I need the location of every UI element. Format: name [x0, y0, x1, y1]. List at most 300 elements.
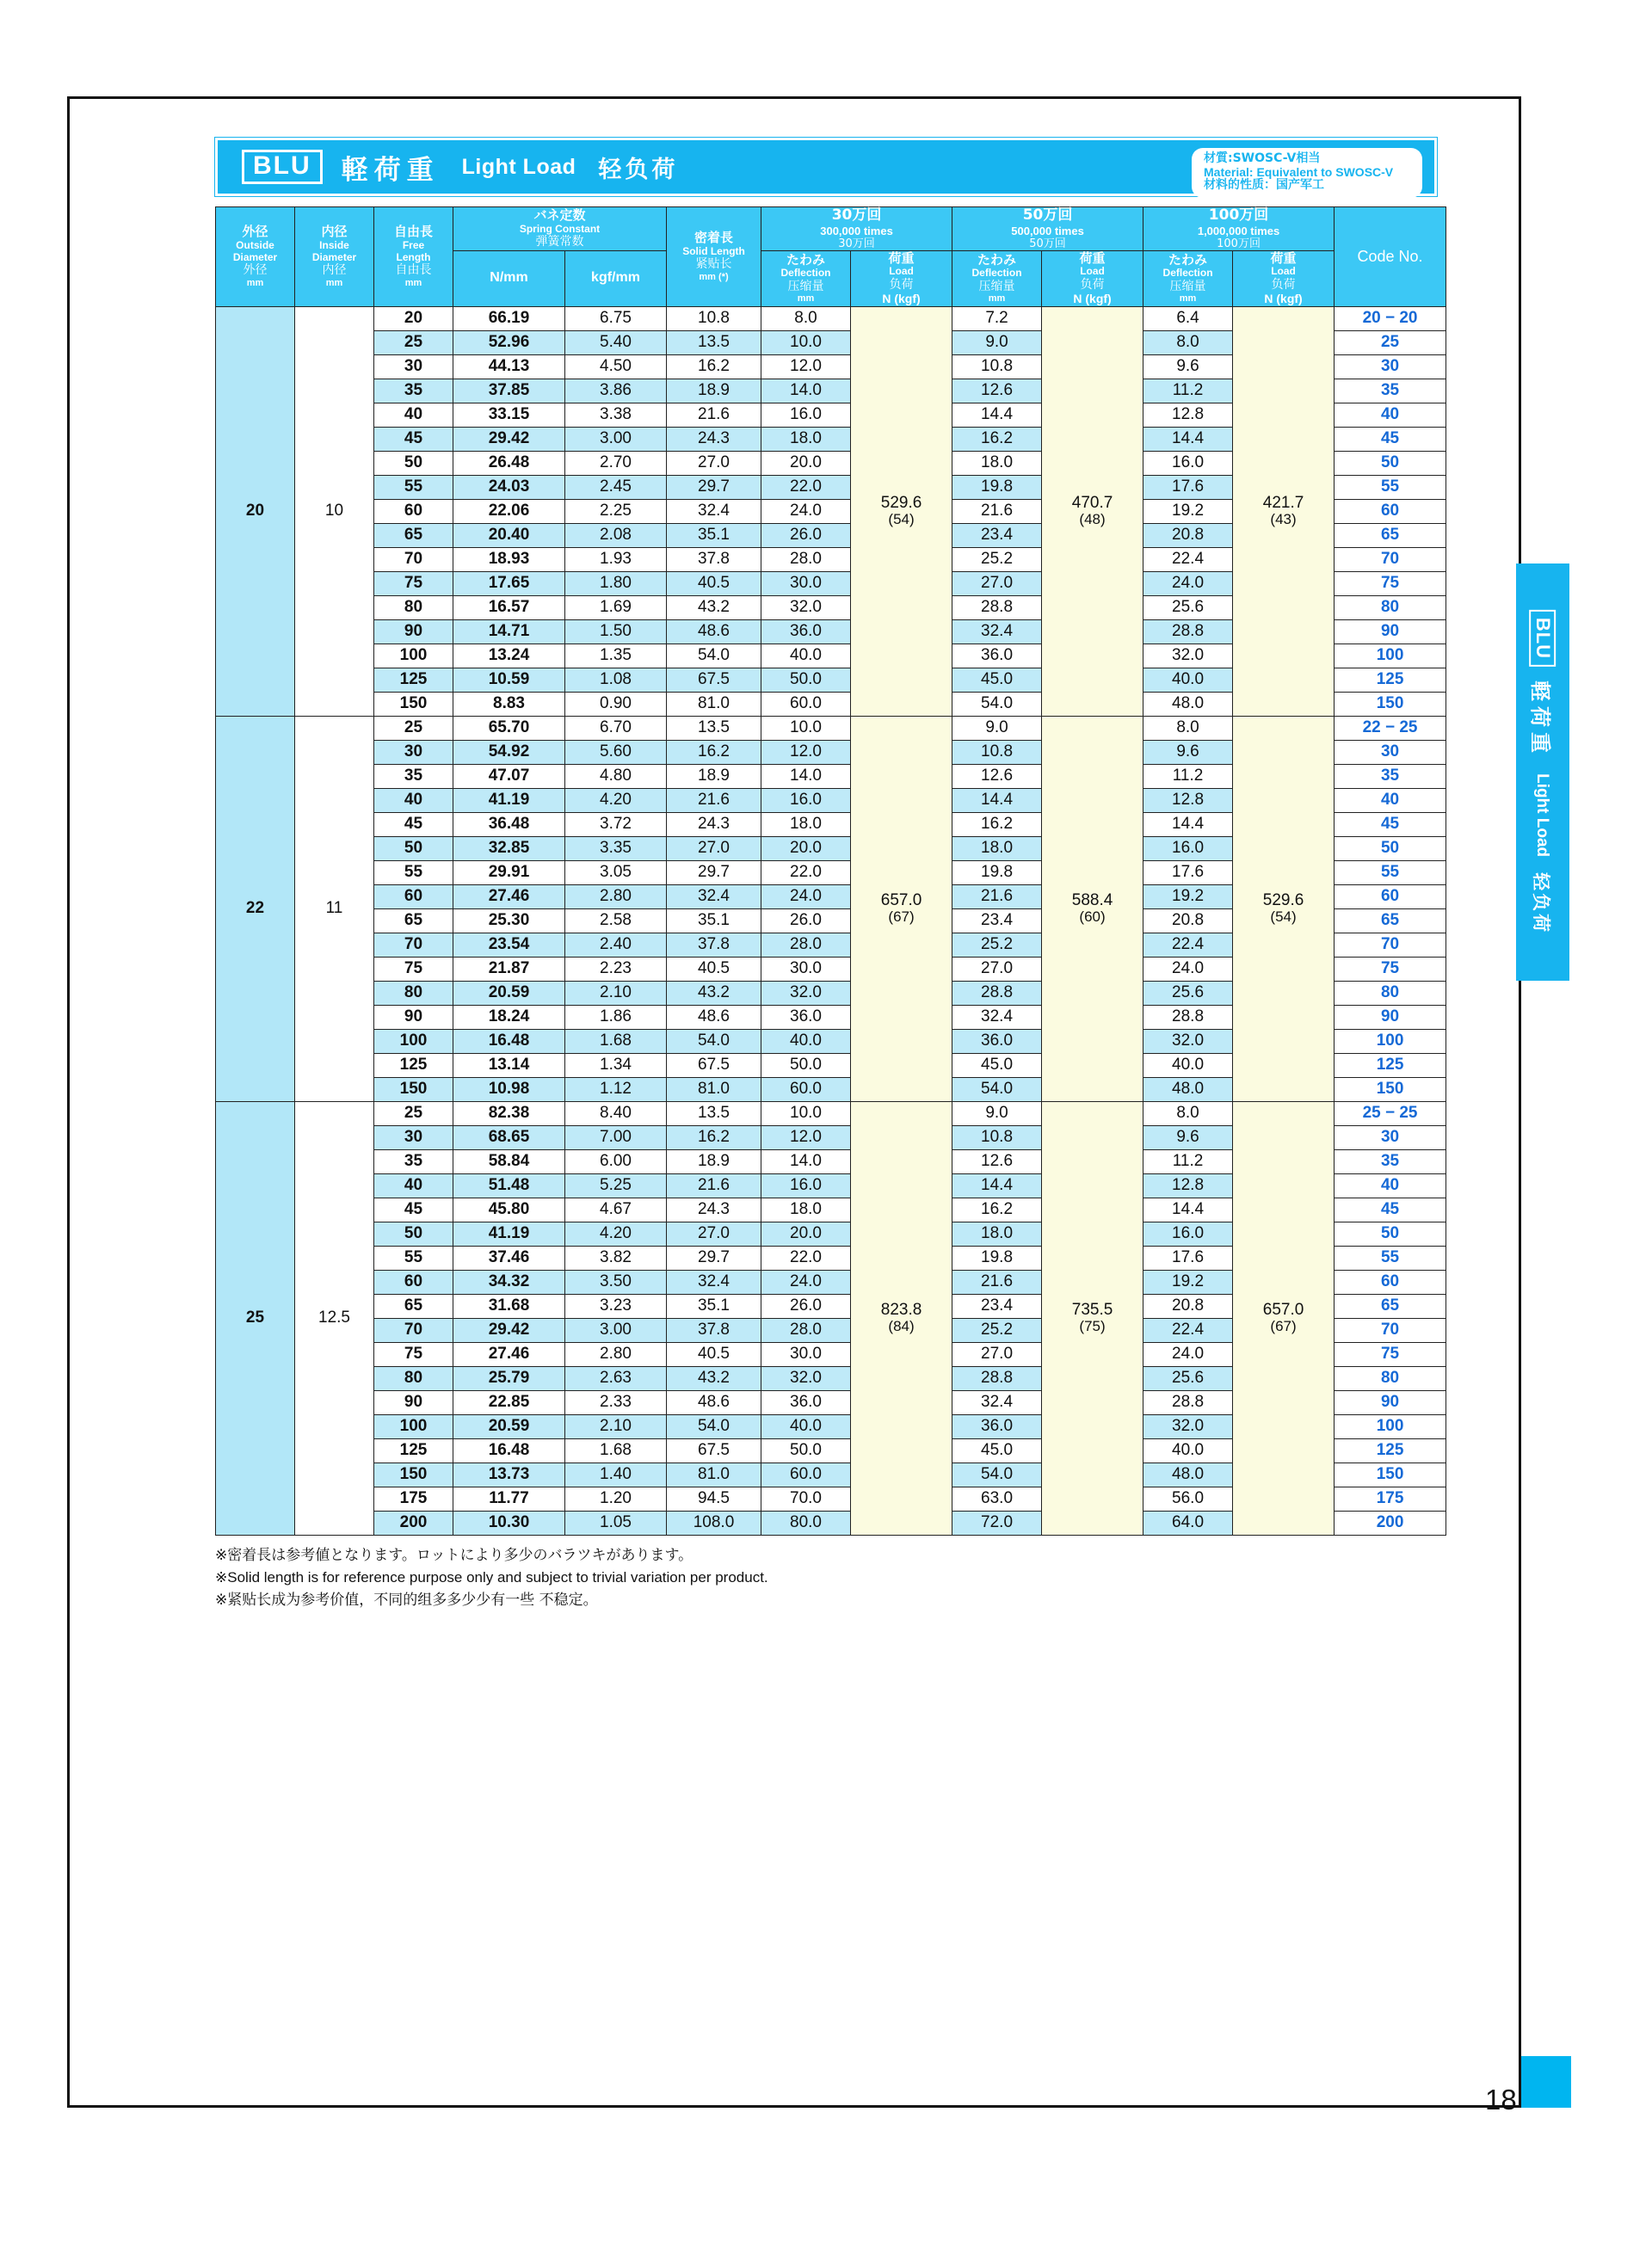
cell-spring-constant-kgf: 1.35: [565, 644, 667, 668]
cell-spring-constant-n: 37.46: [453, 1246, 565, 1270]
col-load-300k: [851, 250, 952, 306]
cell-spring-constant-n: 41.19: [453, 788, 565, 812]
cell-spring-constant-n: 66.19: [453, 306, 565, 330]
cell-deflection-500k: 28.8: [952, 1366, 1042, 1390]
cell-deflection-1000k: 14.4: [1143, 427, 1233, 451]
cell-deflection-500k: 12.6: [952, 1149, 1042, 1173]
cell-deflection-1000k: 40.0: [1143, 1053, 1233, 1077]
cell-free-length: 35: [374, 764, 453, 788]
cell-spring-constant-n: 33.15: [453, 403, 565, 427]
cell-load-500k-value: 470.7: [1071, 494, 1113, 513]
cell-spring-constant-kgf: 5.60: [565, 740, 667, 764]
cell-deflection-300k: 22.0: [761, 1246, 851, 1270]
cell-load-300k-value: 657.0: [880, 891, 922, 910]
cell-deflection-1000k: 28.8: [1143, 619, 1233, 644]
cell-load-1000k-kgf: (67): [1270, 1318, 1297, 1335]
cell-code-no: 50: [1335, 836, 1446, 860]
cell-free-length: 45: [374, 812, 453, 836]
cell-deflection-300k: 20.0: [761, 1222, 851, 1246]
col-c500-en: 500,000 times: [1011, 224, 1084, 237]
cell-code-no: 30: [1335, 354, 1446, 379]
cell-spring-constant-n: 25.30: [453, 908, 565, 933]
cell-spring-constant-n: 16.48: [453, 1438, 565, 1463]
cell-deflection-500k: 14.4: [952, 403, 1042, 427]
cell-solid-length: 67.5: [667, 1053, 761, 1077]
col-id-cn: 内径: [322, 263, 347, 278]
cell-spring-constant-kgf: 1.40: [565, 1463, 667, 1487]
col-l300-cn: 负荷: [889, 278, 914, 293]
cell-deflection-300k: 20.0: [761, 451, 851, 475]
cell-deflection-1000k: 25.6: [1143, 981, 1233, 1005]
cell-deflection-1000k: 24.0: [1143, 957, 1233, 981]
cell-deflection-300k: 26.0: [761, 523, 851, 547]
title-english: Light Load: [461, 154, 576, 179]
cell-deflection-500k: 18.0: [952, 836, 1042, 860]
cell-code-no: 100: [1335, 1029, 1446, 1053]
cell-deflection-1000k: 48.0: [1143, 1463, 1233, 1487]
cell-deflection-1000k: 11.2: [1143, 1149, 1233, 1173]
cell-spring-constant-n: 16.48: [453, 1029, 565, 1053]
cell-code-no: 90: [1335, 1005, 1446, 1029]
cell-deflection-300k: 32.0: [761, 981, 851, 1005]
cell-deflection-300k: 40.0: [761, 1414, 851, 1438]
cell-code-no: 125: [1335, 1438, 1446, 1463]
cell-deflection-1000k: 22.4: [1143, 933, 1233, 957]
cell-code-no: 150: [1335, 1463, 1446, 1487]
cell-deflection-1000k: 16.0: [1143, 451, 1233, 475]
cell-spring-constant-n: 29.42: [453, 1318, 565, 1342]
cell-deflection-500k: 23.4: [952, 523, 1042, 547]
cell-deflection-1000k: 64.0: [1143, 1511, 1233, 1535]
material-badge: [1192, 148, 1422, 198]
cell-deflection-500k: 14.4: [952, 788, 1042, 812]
cell-deflection-500k: 28.8: [952, 595, 1042, 619]
cell-code-no: 200: [1335, 1511, 1446, 1535]
cell-free-length: 90: [374, 619, 453, 644]
cell-deflection-1000k: 56.0: [1143, 1487, 1233, 1511]
cell-spring-constant-kgf: 3.72: [565, 812, 667, 836]
cell-code-no: 20 − 20: [1335, 306, 1446, 330]
cell-free-length: 55: [374, 1246, 453, 1270]
cell-deflection-300k: 28.0: [761, 547, 851, 571]
col-free-length: [374, 207, 453, 307]
cell-code-no: 30: [1335, 1125, 1446, 1149]
cell-spring-constant-kgf: 3.82: [565, 1246, 667, 1270]
col-l1000-en: Load: [1271, 265, 1296, 278]
cell-deflection-1000k: 20.8: [1143, 523, 1233, 547]
cell-deflection-1000k: 48.0: [1143, 692, 1233, 716]
col-sl-unit: mm (*): [699, 271, 729, 282]
cell-deflection-1000k: 11.2: [1143, 764, 1233, 788]
cell-spring-constant-kgf: 2.80: [565, 884, 667, 908]
cell-spring-constant-n: 10.98: [453, 1077, 565, 1101]
cell-deflection-1000k: 8.0: [1143, 330, 1233, 354]
cell-deflection-300k: 18.0: [761, 427, 851, 451]
cell-free-length: 40: [374, 1173, 453, 1198]
footnote-2: ※Solid length is for reference purpose only and subject to trivial variation per product.: [215, 1568, 768, 1586]
cell-deflection-500k: 25.2: [952, 1318, 1042, 1342]
material-chinese: 材料的性质：国产军工: [1204, 178, 1324, 193]
cell-solid-length: 16.2: [667, 740, 761, 764]
cell-inside-diameter: 10: [295, 306, 374, 716]
cell-deflection-300k: 10.0: [761, 1101, 851, 1125]
cell-code-no: 75: [1335, 571, 1446, 595]
cell-deflection-300k: 12.0: [761, 354, 851, 379]
cell-solid-length: 35.1: [667, 1294, 761, 1318]
cell-inside-diameter: 12.5: [295, 1101, 374, 1535]
cell-deflection-500k: 54.0: [952, 1463, 1042, 1487]
cell-deflection-500k: 28.8: [952, 981, 1042, 1005]
cell-inside-diameter: 11: [295, 716, 374, 1101]
cell-free-length: 30: [374, 354, 453, 379]
cell-spring-constant-n: 18.24: [453, 1005, 565, 1029]
col-code-label: Code No.: [1357, 247, 1423, 265]
cell-deflection-500k: 54.0: [952, 1077, 1042, 1101]
cell-code-no: 40: [1335, 1173, 1446, 1198]
material-english: Material: Equivalent to SWOSC-V: [1204, 164, 1394, 179]
cell-deflection-500k: 45.0: [952, 1053, 1042, 1077]
cell-load-1000k: [1233, 306, 1335, 716]
cell-spring-constant-kgf: 2.23: [565, 957, 667, 981]
cell-solid-length: 21.6: [667, 1173, 761, 1198]
col-c300-en: 300,000 times: [820, 224, 893, 237]
cell-solid-length: 16.2: [667, 354, 761, 379]
cell-spring-constant-kgf: 4.20: [565, 1222, 667, 1246]
cell-free-length: 65: [374, 908, 453, 933]
cell-solid-length: 43.2: [667, 1366, 761, 1390]
cell-free-length: 60: [374, 499, 453, 523]
col-deflection-300k: [761, 250, 851, 306]
cell-code-no: 45: [1335, 427, 1446, 451]
cell-deflection-300k: 26.0: [761, 908, 851, 933]
cell-solid-length: 32.4: [667, 1270, 761, 1294]
cell-solid-length: 21.6: [667, 403, 761, 427]
cell-code-no: 65: [1335, 523, 1446, 547]
cell-free-length: 125: [374, 1053, 453, 1077]
cell-code-no: 125: [1335, 668, 1446, 692]
cell-code-no: 40: [1335, 788, 1446, 812]
col-d300-jp: たわみ: [786, 251, 826, 268]
cell-load-500k-value: 735.5: [1071, 1301, 1113, 1320]
cell-deflection-500k: 32.4: [952, 1390, 1042, 1414]
cell-code-no: 150: [1335, 1077, 1446, 1101]
cell-solid-length: 29.7: [667, 1246, 761, 1270]
col-l500-cn: 负荷: [1080, 278, 1105, 293]
cell-spring-constant-kgf: 2.80: [565, 1342, 667, 1366]
cell-deflection-300k: 18.0: [761, 1198, 851, 1222]
cell-free-length: 90: [374, 1390, 453, 1414]
cell-spring-constant-n: 11.77: [453, 1487, 565, 1511]
cell-load-1000k-value: 421.7: [1262, 494, 1304, 513]
cell-solid-length: 43.2: [667, 595, 761, 619]
cell-deflection-300k: 14.0: [761, 764, 851, 788]
header-row-1: [216, 207, 1446, 251]
cell-solid-length: 24.3: [667, 1198, 761, 1222]
cell-spring-constant-kgf: 1.86: [565, 1005, 667, 1029]
cell-solid-length: 48.6: [667, 1005, 761, 1029]
side-tab-badge: BLU: [1529, 610, 1556, 667]
table-body: [216, 306, 1446, 1535]
cell-spring-constant-kgf: 5.40: [565, 330, 667, 354]
cell-code-no: 90: [1335, 619, 1446, 644]
cell-deflection-1000k: 16.0: [1143, 1222, 1233, 1246]
cell-deflection-500k: 12.6: [952, 764, 1042, 788]
col-l1000-unit: N (kgf): [1264, 292, 1303, 306]
col-id-en2: Diameter: [311, 250, 357, 263]
cell-load-300k: [851, 1101, 952, 1535]
cell-code-no: 35: [1335, 1149, 1446, 1173]
cell-deflection-1000k: 8.0: [1143, 716, 1233, 740]
cell-solid-length: 37.8: [667, 547, 761, 571]
col-c500-cn: 50万回: [1029, 237, 1066, 250]
cell-free-length: 150: [374, 692, 453, 716]
cell-spring-constant-n: 24.03: [453, 475, 565, 499]
cell-spring-constant-kgf: 1.08: [565, 668, 667, 692]
cell-spring-constant-n: 25.79: [453, 1366, 565, 1390]
cell-spring-constant-kgf: 2.45: [565, 475, 667, 499]
cell-deflection-500k: 27.0: [952, 1342, 1042, 1366]
cell-deflection-300k: 16.0: [761, 788, 851, 812]
cell-free-length: 80: [374, 981, 453, 1005]
cell-spring-constant-n: 21.87: [453, 957, 565, 981]
cell-code-no: 175: [1335, 1487, 1446, 1511]
cell-free-length: 70: [374, 547, 453, 571]
cell-deflection-500k: 21.6: [952, 1270, 1042, 1294]
cell-spring-constant-kgf: 2.10: [565, 981, 667, 1005]
col-sc-en: Spring Constant: [519, 222, 601, 235]
cell-deflection-1000k: 9.6: [1143, 354, 1233, 379]
cell-code-no: 150: [1335, 692, 1446, 716]
cell-deflection-300k: 8.0: [761, 306, 851, 330]
cell-spring-constant-kgf: 2.10: [565, 1414, 667, 1438]
col-load-1000k: [1233, 250, 1335, 306]
cell-deflection-1000k: 17.6: [1143, 1246, 1233, 1270]
cell-spring-constant-kgf: 1.68: [565, 1438, 667, 1463]
cell-spring-constant-kgf: 5.25: [565, 1173, 667, 1198]
cell-deflection-1000k: 19.2: [1143, 1270, 1233, 1294]
cell-spring-constant-kgf: 3.23: [565, 1294, 667, 1318]
cell-deflection-300k: 14.0: [761, 1149, 851, 1173]
cell-spring-constant-kgf: 1.05: [565, 1511, 667, 1535]
cell-deflection-300k: 18.0: [761, 812, 851, 836]
cell-deflection-500k: 7.2: [952, 306, 1042, 330]
col-fl-cn: 自由長: [395, 263, 432, 278]
cell-spring-constant-kgf: 6.00: [565, 1149, 667, 1173]
cell-deflection-1000k: 48.0: [1143, 1077, 1233, 1101]
cell-spring-constant-kgf: 1.69: [565, 595, 667, 619]
col-sc-cn: 弾簧常数: [535, 235, 584, 249]
cell-spring-constant-kgf: 4.67: [565, 1198, 667, 1222]
cell-deflection-1000k: 20.8: [1143, 1294, 1233, 1318]
cell-deflection-300k: 70.0: [761, 1487, 851, 1511]
col-deflection-500k: [952, 250, 1042, 306]
cell-spring-constant-kgf: 2.70: [565, 451, 667, 475]
cell-deflection-300k: 50.0: [761, 668, 851, 692]
cell-spring-constant-kgf: 1.12: [565, 1077, 667, 1101]
cell-deflection-500k: 32.4: [952, 619, 1042, 644]
cell-spring-constant-kgf: 2.63: [565, 1366, 667, 1390]
col-fl-unit: mm: [404, 277, 422, 288]
cell-spring-constant-kgf: 8.40: [565, 1101, 667, 1125]
cell-spring-constant-n: 13.73: [453, 1463, 565, 1487]
cell-solid-length: 48.6: [667, 1390, 761, 1414]
cell-spring-constant-kgf: 1.50: [565, 619, 667, 644]
cell-deflection-300k: 16.0: [761, 403, 851, 427]
cell-spring-constant-kgf: 3.50: [565, 1270, 667, 1294]
cell-code-no: 25 − 25: [1335, 1101, 1446, 1125]
cell-deflection-1000k: 22.4: [1143, 1318, 1233, 1342]
cell-deflection-500k: 45.0: [952, 1438, 1042, 1463]
cell-spring-constant-kgf: 3.00: [565, 1318, 667, 1342]
cell-load-500k: [1042, 716, 1143, 1101]
col-d300-unit: mm: [797, 293, 815, 305]
cell-code-no: 50: [1335, 451, 1446, 475]
cell-load-500k: [1042, 1101, 1143, 1535]
cell-deflection-300k: 16.0: [761, 1173, 851, 1198]
cell-solid-length: 81.0: [667, 692, 761, 716]
col-od-jp: 外径: [242, 224, 268, 240]
cell-deflection-500k: 27.0: [952, 571, 1042, 595]
col-cycles-500k: [952, 207, 1143, 251]
cell-code-no: 30: [1335, 740, 1446, 764]
cell-free-length: 25: [374, 1101, 453, 1125]
cell-deflection-1000k: 14.4: [1143, 1198, 1233, 1222]
cell-free-length: 40: [374, 788, 453, 812]
cell-deflection-500k: 19.8: [952, 860, 1042, 884]
cell-spring-constant-n: 44.13: [453, 354, 565, 379]
cell-free-length: 40: [374, 403, 453, 427]
cell-free-length: 25: [374, 716, 453, 740]
cell-deflection-300k: 24.0: [761, 1270, 851, 1294]
cell-deflection-300k: 30.0: [761, 957, 851, 981]
cell-spring-constant-n: 26.48: [453, 451, 565, 475]
cell-solid-length: 16.2: [667, 1125, 761, 1149]
cell-load-1000k-value: 657.0: [1262, 1301, 1304, 1320]
cell-code-no: 45: [1335, 1198, 1446, 1222]
cell-solid-length: 40.5: [667, 571, 761, 595]
cell-spring-constant-n: 20.59: [453, 981, 565, 1005]
cell-deflection-300k: 32.0: [761, 1366, 851, 1390]
cell-deflection-500k: 12.6: [952, 379, 1042, 403]
col-l300-jp: 荷重: [888, 249, 915, 266]
cell-free-length: 65: [374, 1294, 453, 1318]
title-japanese: 軽荷重: [341, 154, 440, 186]
col-sl-en: Solid Length: [682, 244, 745, 257]
cell-spring-constant-n: 54.92: [453, 740, 565, 764]
cell-spring-constant-kgf: 2.33: [565, 1390, 667, 1414]
cell-spring-constant-n: 29.91: [453, 860, 565, 884]
col-fl-en2: Length: [396, 250, 431, 263]
cell-deflection-300k: 30.0: [761, 1342, 851, 1366]
cell-load-300k: [851, 306, 952, 716]
cell-spring-constant-n: 23.54: [453, 933, 565, 957]
col-fl-en1: Free: [402, 238, 425, 251]
cell-free-length: 35: [374, 379, 453, 403]
side-tab-blu[interactable]: [1516, 563, 1569, 981]
cell-load-1000k: [1233, 1101, 1335, 1535]
cell-spring-constant-kgf: 2.40: [565, 933, 667, 957]
cell-spring-constant-kgf: 1.20: [565, 1487, 667, 1511]
cell-spring-constant-n: 68.65: [453, 1125, 565, 1149]
cell-free-length: 150: [374, 1077, 453, 1101]
cell-spring-constant-n: 13.24: [453, 644, 565, 668]
col-sl-jp: 密着長: [694, 230, 734, 246]
cell-deflection-300k: 60.0: [761, 1077, 851, 1101]
col-spring-constant-kgf: [565, 250, 667, 306]
page-content: [215, 138, 1454, 1612]
cell-free-length: 100: [374, 644, 453, 668]
cell-code-no: 80: [1335, 981, 1446, 1005]
cell-free-length: 50: [374, 451, 453, 475]
cell-spring-constant-kgf: 0.90: [565, 692, 667, 716]
cell-deflection-1000k: 12.8: [1143, 1173, 1233, 1198]
cell-spring-constant-kgf: 3.00: [565, 427, 667, 451]
cell-solid-length: 18.9: [667, 764, 761, 788]
table-row: [216, 306, 1446, 330]
col-d1000-jp: たわみ: [1168, 251, 1208, 268]
cell-deflection-300k: 32.0: [761, 595, 851, 619]
cell-solid-length: 37.8: [667, 933, 761, 957]
cell-free-length: 60: [374, 884, 453, 908]
cell-deflection-1000k: 32.0: [1143, 1414, 1233, 1438]
cell-code-no: 60: [1335, 499, 1446, 523]
cell-solid-length: 29.7: [667, 860, 761, 884]
col-d500-en: Deflection: [971, 267, 1022, 279]
cell-deflection-1000k: 20.8: [1143, 908, 1233, 933]
side-tab-japanese: 軽荷重: [1528, 680, 1553, 759]
cell-deflection-300k: 28.0: [761, 1318, 851, 1342]
cell-deflection-1000k: 40.0: [1143, 668, 1233, 692]
cell-solid-length: 35.1: [667, 523, 761, 547]
cell-code-no: 55: [1335, 475, 1446, 499]
cell-solid-length: 27.0: [667, 451, 761, 475]
cell-spring-constant-kgf: 4.80: [565, 764, 667, 788]
cell-outside-diameter: 20: [216, 306, 295, 716]
table-row: [216, 1101, 1446, 1125]
cell-deflection-1000k: 14.4: [1143, 812, 1233, 836]
cell-code-no: 65: [1335, 908, 1446, 933]
cell-spring-constant-n: 27.46: [453, 1342, 565, 1366]
cell-solid-length: 21.6: [667, 788, 761, 812]
cell-solid-length: 13.5: [667, 330, 761, 354]
cell-deflection-500k: 21.6: [952, 499, 1042, 523]
cell-deflection-1000k: 19.2: [1143, 499, 1233, 523]
cell-spring-constant-n: 37.85: [453, 379, 565, 403]
cell-deflection-500k: 23.4: [952, 908, 1042, 933]
cell-deflection-1000k: 8.0: [1143, 1101, 1233, 1125]
cell-deflection-1000k: 12.8: [1143, 403, 1233, 427]
table-row: [216, 716, 1446, 740]
cell-free-length: 100: [374, 1029, 453, 1053]
cell-deflection-300k: 22.0: [761, 860, 851, 884]
cell-solid-length: 18.9: [667, 379, 761, 403]
cell-spring-constant-n: 18.93: [453, 547, 565, 571]
col-d1000-en: Deflection: [1162, 267, 1213, 279]
cell-deflection-500k: 54.0: [952, 692, 1042, 716]
cell-spring-constant-n: 65.70: [453, 716, 565, 740]
page-number: 18: [1485, 2084, 1517, 2115]
cell-deflection-500k: 36.0: [952, 1029, 1042, 1053]
col-l500-unit: N (kgf): [1073, 292, 1112, 306]
cell-deflection-300k: 10.0: [761, 330, 851, 354]
col-d500-cn: 压缩量: [978, 279, 1015, 293]
cell-code-no: 100: [1335, 644, 1446, 668]
cell-code-no: 75: [1335, 957, 1446, 981]
cell-deflection-500k: 9.0: [952, 330, 1042, 354]
cell-spring-constant-n: 17.65: [453, 571, 565, 595]
cell-deflection-1000k: 25.6: [1143, 595, 1233, 619]
cell-solid-length: 35.1: [667, 908, 761, 933]
